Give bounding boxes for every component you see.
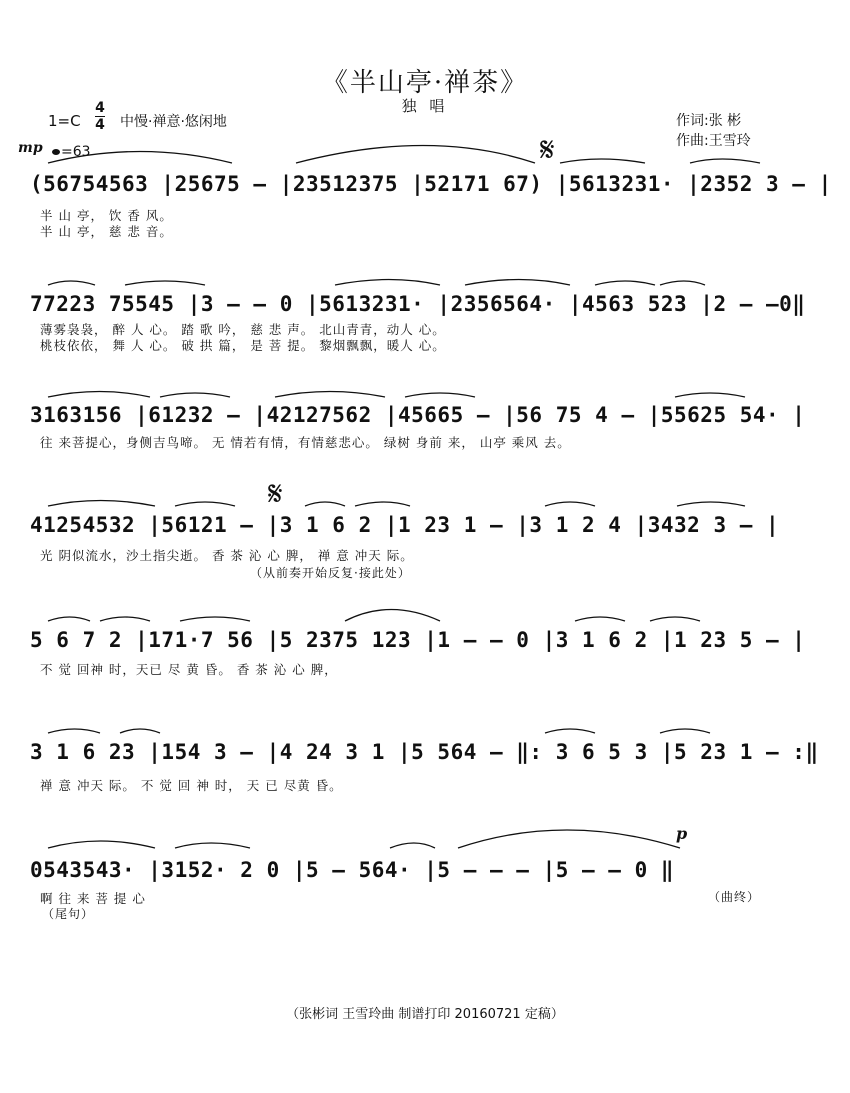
- segno-icon-2: 𝄋: [268, 474, 283, 514]
- time-signature-bottom: 4: [95, 117, 105, 133]
- notation-system-2: 77223 75545 |3 – – 0 |5613231· |2356564· |4563 523 |2 – –0‖: [30, 292, 806, 316]
- notation-system-6: 3 1 6 23 |154 3 – |4 24 3 1 |5 564 – ‖: 3 6 5 3 |5 23 1 – :‖: [30, 740, 819, 764]
- lyrics-5: 不 觉 回神 时，天已 尽 黄 昏。 香 茶 沁 心 脾，: [40, 662, 338, 677]
- dynamic-mp: mp: [18, 140, 43, 156]
- lyrics-1-verse-1: 半 山 亭， 饮 香 风。: [40, 208, 173, 223]
- song-title: 《半山亭·禅茶》: [321, 68, 529, 98]
- lyrics-3: 往 来菩提心，身侧吉鸟啼。 无 情若有情，有情慈悲心。 绿树 身前 来， 山亭 乘风 去。: [40, 435, 571, 450]
- composer-credit: 作曲:王雪玲: [676, 133, 751, 149]
- time-signature-top: 4: [95, 100, 105, 116]
- metronome-mark: =63: [52, 144, 91, 160]
- key-signature: 1=C: [48, 112, 81, 130]
- tempo-marking: 中慢·禅意·悠闲地: [120, 114, 227, 130]
- performance-type: 独 唱: [401, 97, 449, 115]
- lyrics-2-verse-2: 桃枝依依， 舞 人 心。 破 拱 篇， 是 菩 提。 黎烟飘飘，暖人 心。: [40, 338, 446, 353]
- end-label: （曲终）: [708, 890, 761, 904]
- notation-system-3: 3163156 |61232 – |42127562 |45665 – |56 75 4 – |55625 54· |: [30, 403, 806, 427]
- time-signature: [95, 100, 105, 133]
- notation-system-5: 5 6 7 2 |171·7 56 |5 2375 123 |1 – – 0 |3 1 6 2 |1 23 5 – |: [30, 628, 806, 652]
- footer-note: （张彬词 王雪玲曲 制谱打印 20160721 定稿）: [286, 1007, 564, 1022]
- notation-system-1: (56754563 |25675 – |23512375 |52171 67) |5613231· |2352 3 – |: [30, 172, 832, 196]
- notation-system-4: 41254532 |56121 – |3 1 6 2 |1 23 1 – |3 1 2 4 |3432 3 – |: [30, 513, 780, 537]
- quarter-note-icon: [52, 149, 60, 155]
- lyricist-credit: 作词:张 彬: [676, 113, 742, 129]
- lyrics-1-verse-2: 半 山 亭， 慈 悲 音。: [40, 224, 173, 239]
- repeat-instruction: （从前奏开始反复·接此处）: [250, 566, 411, 580]
- segno-icon: 𝄋: [540, 130, 555, 170]
- coda-label: （尾句）: [42, 907, 95, 921]
- notation-system-7: 0543543· |3152· 2 0 |5 – 564· |5 – – – |5 – – 0 ‖: [30, 858, 675, 882]
- lyrics-4: 光 阴似流水，沙土指尖逝。 香 茶 沁 心 脾， 禅 意 冲天 际。: [40, 548, 414, 563]
- lyrics-2-verse-1: 薄雾袅袅， 醉 人 心。 踏 歌 吟， 慈 悲 声。 北山青青，动人 心。: [40, 322, 446, 337]
- lyrics-7: 啊 往 来 菩 提 心: [40, 891, 146, 906]
- lyrics-6: 禅 意 冲天 际。 不 觉 回 神 时， 天 已 尽黄 昏。: [40, 778, 343, 793]
- dynamic-p: p: [676, 824, 688, 843]
